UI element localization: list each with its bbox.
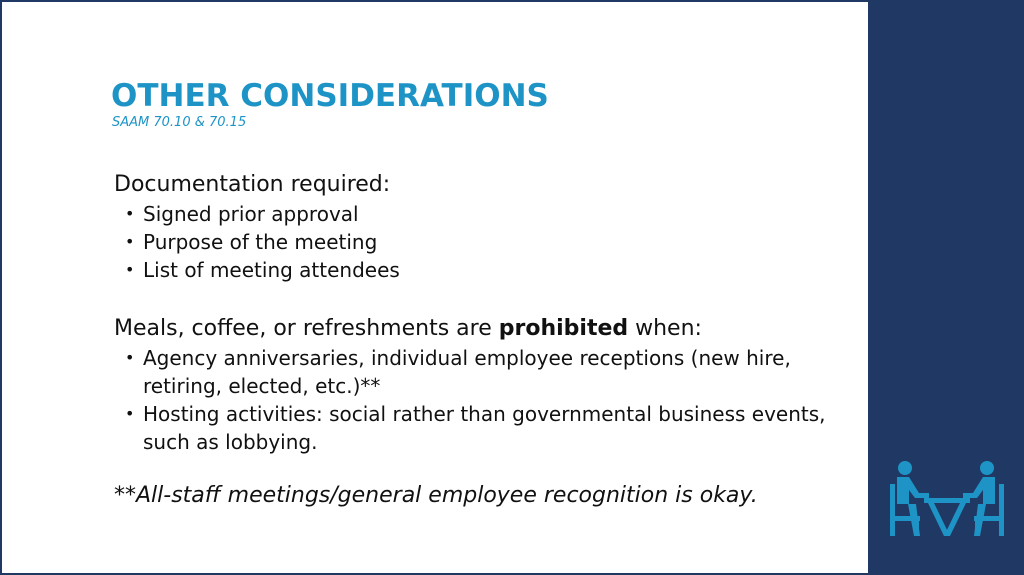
bullet-icon: • [125,260,135,279]
bullet-icon: • [125,348,135,367]
slide-body [114,170,859,511]
slide-subtitle: SAAM 70.10 & 70.15 [112,115,247,130]
list-item [114,400,859,456]
prohibited-list [114,344,859,456]
bullet-icon: • [125,232,135,251]
footnote-text: All-staff meetings/general employee recognition is okay. [136,483,758,508]
bullet-icon: • [125,404,135,423]
list-item-text: Signed prior approval [143,202,359,226]
bullet-icon: • [125,204,135,223]
prohibited-heading-start: Meals, coffee, or refreshments are [114,316,499,341]
slide-title: OTHER CONSIDERATIONS [111,78,549,114]
prohibited-heading [114,314,859,344]
list-item [114,256,859,284]
list-item [114,200,859,228]
prohibited-emphasis: prohibited [498,316,629,341]
spacer [114,284,859,314]
footnote-marker: ** [114,483,136,508]
footnote [114,481,859,511]
list-item-text: List of meeting attendees [143,258,400,282]
documentation-list [114,200,859,284]
documentation-heading: Documentation required: [114,172,391,197]
list-item-text: Purpose of the meeting [143,230,378,254]
spacer [114,456,859,481]
prohibited-heading-end: when: [628,316,702,341]
list-item-text: Agency anniversaries, individual employee receptions (new hire, retiring, elected, etc.)** [143,346,791,398]
meeting-people-table-icon [888,460,1006,540]
list-item [114,344,859,400]
list-item-text: Hosting activities: social rather than governmental business events, such as lobbying. [143,402,826,454]
list-item [114,228,859,256]
